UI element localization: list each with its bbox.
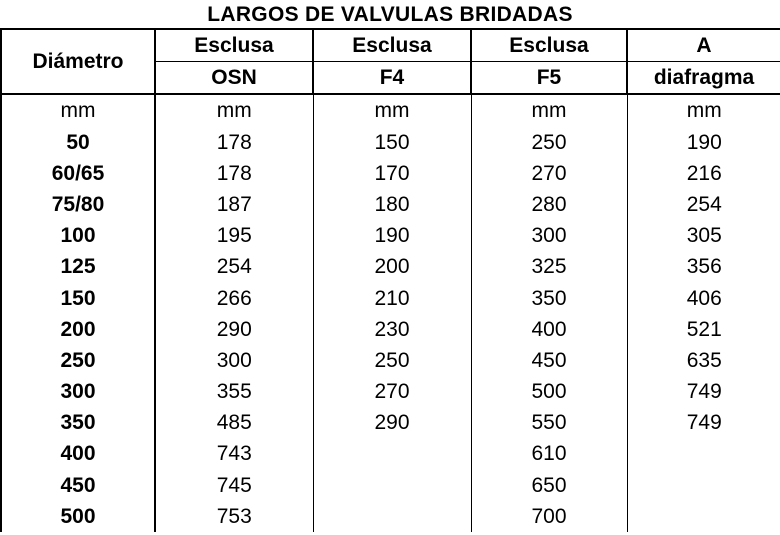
diameter-cell: 250 — [1, 345, 155, 376]
length-cell: 254 — [686, 192, 722, 216]
header-diameter: Diámetro — [1, 29, 155, 94]
diameter-cell: 150 — [1, 283, 155, 314]
length-cell: 749 — [686, 411, 722, 435]
length-cell — [627, 439, 780, 470]
table-row — [1, 283, 780, 314]
diameter-cell: 350 — [1, 408, 155, 439]
length-cell: 743 — [155, 439, 313, 470]
table-row — [1, 127, 780, 158]
length-cell — [313, 470, 471, 501]
unit-cell: mm — [155, 94, 313, 127]
length-cell: 195 — [155, 221, 313, 252]
length-cell: 250 — [471, 127, 627, 158]
length-cell: 270 — [313, 377, 471, 408]
table-row — [1, 189, 780, 220]
length-cell: 178 — [155, 127, 313, 158]
length-cell: 400 — [471, 314, 627, 345]
table-row — [1, 377, 780, 408]
header-col-3-line1: Esclusa — [471, 29, 627, 62]
diameter-cell: 500 — [1, 501, 155, 532]
diameter-cell: 125 — [1, 252, 155, 283]
length-cell: 250 — [313, 345, 471, 376]
header-col-1-line1: Esclusa — [155, 29, 313, 62]
length-cell: 150 — [313, 127, 471, 158]
length-cell: 216 — [686, 161, 722, 185]
length-cell: 325 — [471, 252, 627, 283]
table-row — [1, 345, 780, 376]
table-title: LARGOS DE VALVULAS BRIDADAS — [207, 3, 573, 26]
length-cell: 200 — [313, 252, 471, 283]
length-cell: 700 — [471, 501, 627, 532]
diameter-cell: 50 — [1, 127, 155, 158]
length-cell: 635 — [686, 348, 722, 372]
length-cell: 300 — [471, 221, 627, 252]
table-row — [1, 221, 780, 252]
length-cell: 521 — [686, 317, 722, 341]
length-cell: 485 — [155, 408, 313, 439]
length-cell: 406 — [686, 286, 722, 310]
table-row — [1, 439, 780, 470]
diameter-cell: 60/65 — [1, 158, 155, 189]
length-cell — [627, 501, 780, 532]
header-col-4-line1: A — [627, 29, 780, 62]
diameter-cell: 75/80 — [1, 189, 155, 220]
unit-cell: mm — [686, 99, 722, 122]
unit-cell: mm — [471, 94, 627, 127]
table-row — [1, 252, 780, 283]
length-cell: 280 — [471, 189, 627, 220]
length-cell: 178 — [155, 158, 313, 189]
header-col-3-line2: F5 — [471, 62, 627, 95]
header-row-1 — [1, 29, 780, 62]
unit-cell: mm — [1, 94, 155, 127]
length-cell: 745 — [155, 470, 313, 501]
diameter-cell: 400 — [1, 439, 155, 470]
table-row — [1, 314, 780, 345]
diameter-cell: 200 — [1, 314, 155, 345]
diameter-cell: 300 — [1, 377, 155, 408]
length-cell: 190 — [313, 221, 471, 252]
length-cell: 650 — [471, 470, 627, 501]
length-cell: 356 — [686, 255, 722, 279]
diameter-cell: 450 — [1, 470, 155, 501]
diameter-cell: 100 — [1, 221, 155, 252]
table-row — [1, 501, 780, 532]
length-cell: 180 — [313, 189, 471, 220]
length-cell: 230 — [313, 314, 471, 345]
header-col-4-line2: diafragma — [627, 62, 780, 95]
header-col-1-line2: OSN — [155, 62, 313, 95]
length-cell: 170 — [313, 158, 471, 189]
header-col-2-line1: Esclusa — [313, 29, 471, 62]
length-cell: 187 — [155, 189, 313, 220]
length-cell — [313, 501, 471, 532]
length-cell: 350 — [471, 283, 627, 314]
header-col-2-line2: F4 — [313, 62, 471, 95]
units-row — [1, 94, 780, 127]
length-cell: 450 — [471, 345, 627, 376]
table-row — [1, 408, 780, 439]
length-cell: 305 — [686, 224, 722, 248]
length-cell: 610 — [471, 439, 627, 470]
length-cell: 749 — [686, 380, 722, 404]
length-cell: 753 — [155, 501, 313, 532]
table-row — [1, 470, 780, 501]
length-cell — [627, 470, 780, 501]
length-cell: 290 — [155, 314, 313, 345]
table-row — [1, 158, 780, 189]
unit-cell: mm — [313, 94, 471, 127]
length-cell: 210 — [313, 283, 471, 314]
length-cell: 270 — [471, 158, 627, 189]
length-cell: 500 — [471, 377, 627, 408]
length-cell: 254 — [155, 252, 313, 283]
length-cell: 550 — [471, 408, 627, 439]
length-cell: 300 — [155, 345, 313, 376]
valve-lengths-table — [0, 28, 780, 532]
length-cell: 266 — [155, 283, 313, 314]
length-cell: 190 — [686, 130, 722, 154]
length-cell: 290 — [313, 408, 471, 439]
length-cell: 355 — [155, 377, 313, 408]
length-cell — [313, 439, 471, 470]
